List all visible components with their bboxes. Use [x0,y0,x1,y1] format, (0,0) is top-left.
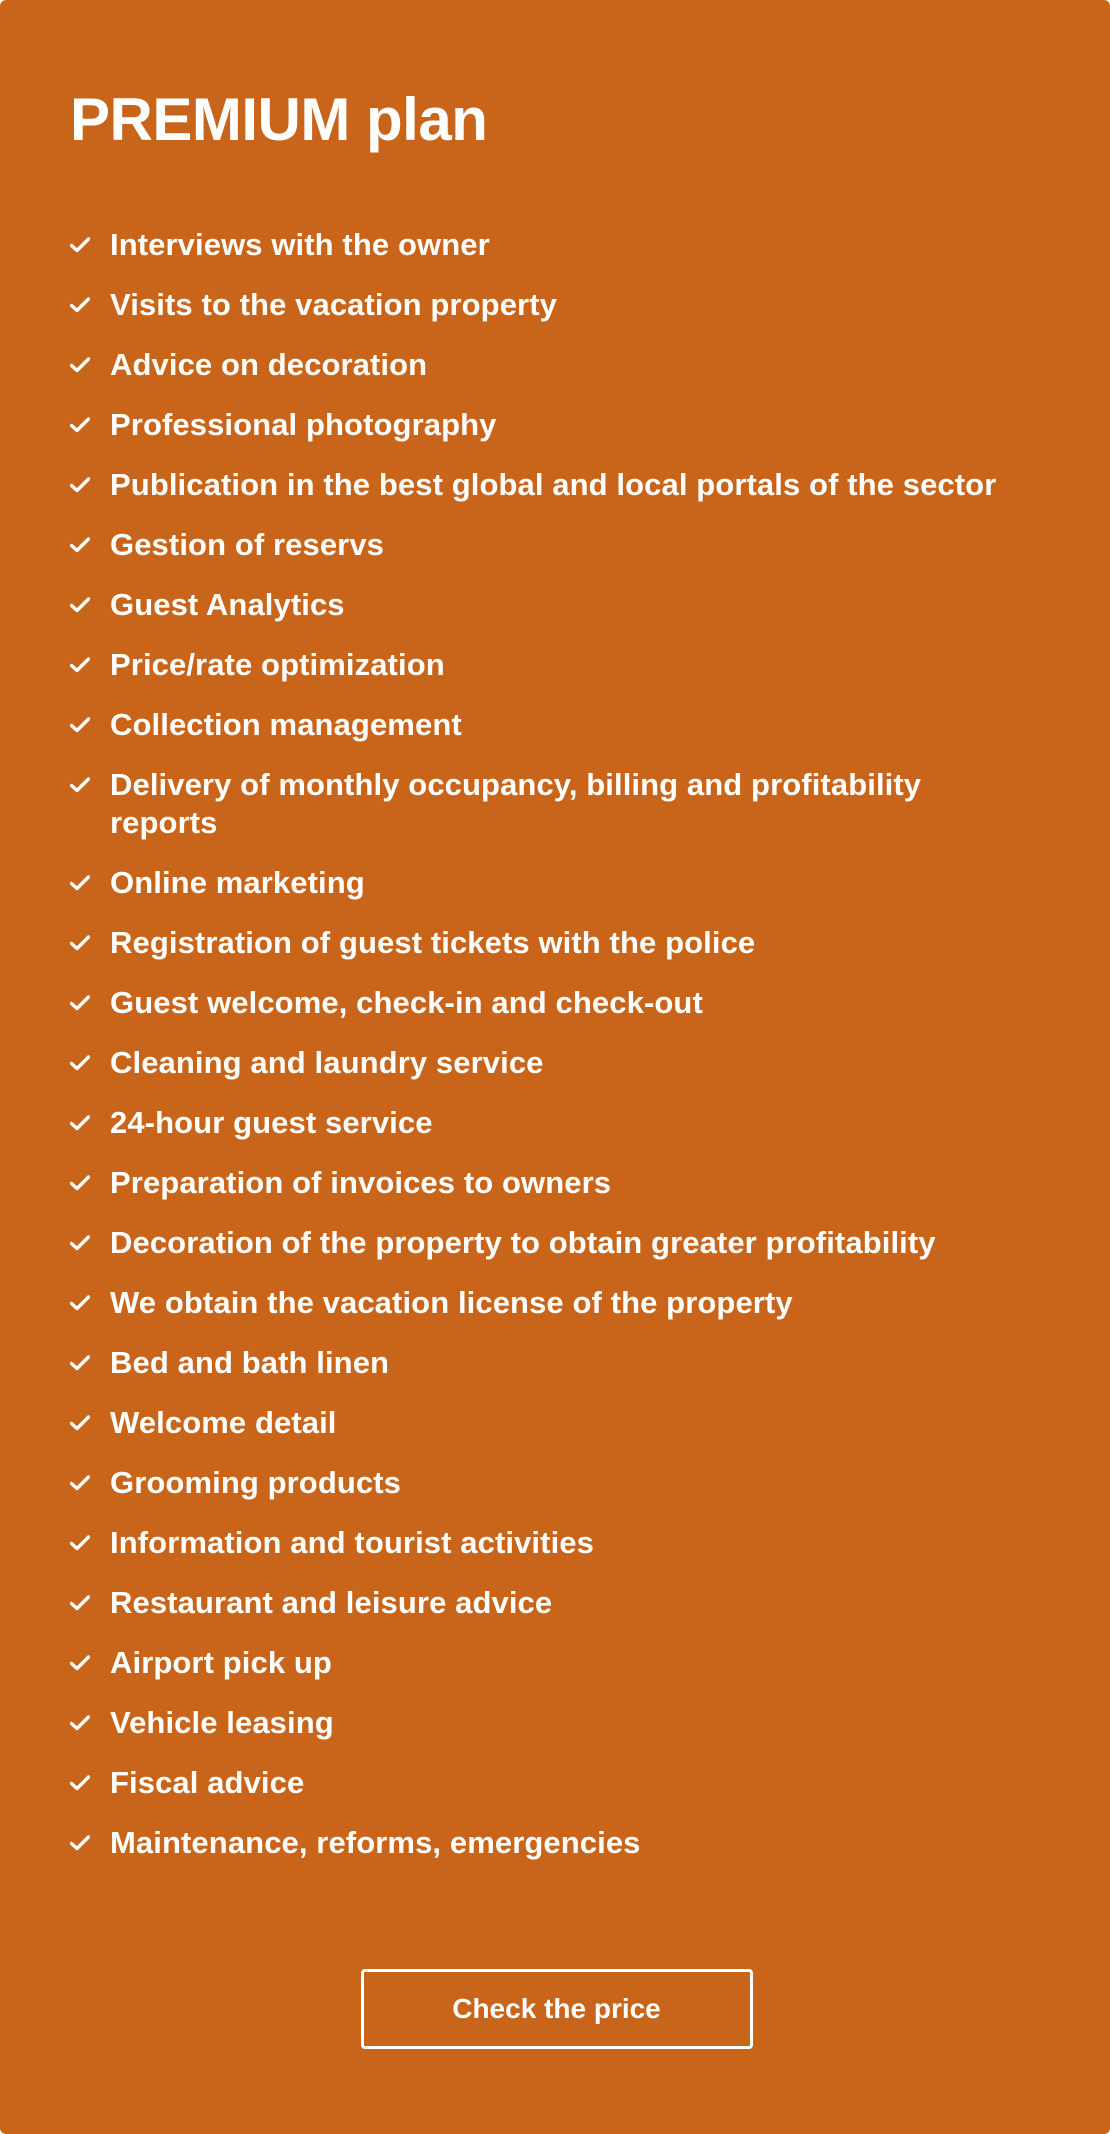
feature-label: Publication in the best global and local portals of the sector [110,467,997,502]
feature-label: Welcome detail [110,1405,337,1440]
checkmark-icon [70,1704,110,1742]
feature-item [70,526,1010,564]
checkmark-icon [70,924,110,962]
feature-label: Advice on decoration [110,347,428,382]
feature-item [70,1284,1010,1322]
feature-item [70,1404,1010,1442]
checkmark-icon [70,1224,110,1262]
feature-label: 24-hour guest service [110,1105,433,1140]
feature-label: Restaurant and leisure advice [110,1585,553,1620]
checkmark-icon [70,1644,110,1682]
checkmark-icon [70,864,110,902]
checkmark-icon [70,1764,110,1802]
checkmark-icon [70,346,110,384]
checkmark-icon [70,766,110,804]
feature-item [70,1644,1010,1682]
feature-item [70,984,1010,1022]
feature-label: Gestion of reservs [110,527,385,562]
checkmark-icon [70,1044,110,1082]
checkmark-icon [70,1824,110,1862]
check-price-button[interactable]: Check the price [361,1969,753,2049]
feature-label: Interviews with the owner [110,227,490,262]
feature-label: Vehicle leasing [110,1705,334,1740]
feature-label: Decoration of the property to obtain greater profitability [110,1225,936,1260]
feature-item [70,1584,1010,1622]
feature-item [70,1464,1010,1502]
feature-item [70,1044,1010,1082]
feature-item [70,1104,1010,1142]
feature-label: Bed and bath linen [110,1345,390,1380]
feature-label: Guest welcome, check-in and check-out [110,985,703,1020]
feature-label: Airport pick up [110,1645,332,1680]
feature-label: Price/rate optimization [110,647,445,682]
feature-item [70,706,1010,744]
feature-list [70,226,1010,1884]
feature-item [70,1824,1010,1862]
feature-label: We obtain the vacation license of the property [110,1285,793,1320]
checkmark-icon [70,1404,110,1442]
feature-item [70,1224,1010,1262]
checkmark-icon [70,466,110,504]
feature-item [70,466,1010,504]
feature-item [70,1764,1010,1802]
feature-item [70,1704,1010,1742]
feature-label: Registration of guest tickets with the police [110,925,756,960]
checkmark-icon [70,984,110,1022]
checkmark-icon [70,1524,110,1562]
feature-item [70,346,1010,384]
checkmark-icon [70,406,110,444]
feature-label: Collection management [110,707,462,742]
checkmark-icon [70,1584,110,1622]
feature-label: Information and tourist activities [110,1525,594,1560]
feature-label: Online marketing [110,865,365,900]
feature-item [70,766,1010,842]
feature-label: Visits to the vacation property [110,287,557,322]
checkmark-icon [70,1284,110,1322]
feature-label: Guest Analytics [110,587,345,622]
checkmark-icon [70,1104,110,1142]
checkmark-icon [70,526,110,564]
checkmark-icon [70,586,110,624]
feature-label: Grooming products [110,1465,402,1500]
feature-label: Professional photography [110,407,497,442]
checkmark-icon [70,1164,110,1202]
feature-item [70,286,1010,324]
feature-item [70,1164,1010,1202]
feature-item [70,646,1010,684]
feature-item [70,226,1010,264]
cta-container [0,1969,1110,2049]
checkmark-icon [70,646,110,684]
plan-title: PREMIUM plan [70,86,488,153]
feature-label: Fiscal advice [110,1765,305,1800]
checkmark-icon [70,286,110,324]
feature-label: Delivery of monthly occupancy, billing and profitability reports [110,767,922,840]
feature-item [70,1344,1010,1382]
checkmark-icon [70,226,110,264]
feature-label: Cleaning and laundry service [110,1045,544,1080]
feature-label: Maintenance, reforms, emergencies [110,1825,641,1860]
checkmark-icon [70,1464,110,1502]
feature-item [70,924,1010,962]
feature-item [70,1524,1010,1562]
feature-item [70,864,1010,902]
feature-item [70,406,1010,444]
feature-label: Preparation of invoices to owners [110,1165,612,1200]
checkmark-icon [70,1344,110,1382]
feature-item [70,586,1010,624]
checkmark-icon [70,706,110,744]
